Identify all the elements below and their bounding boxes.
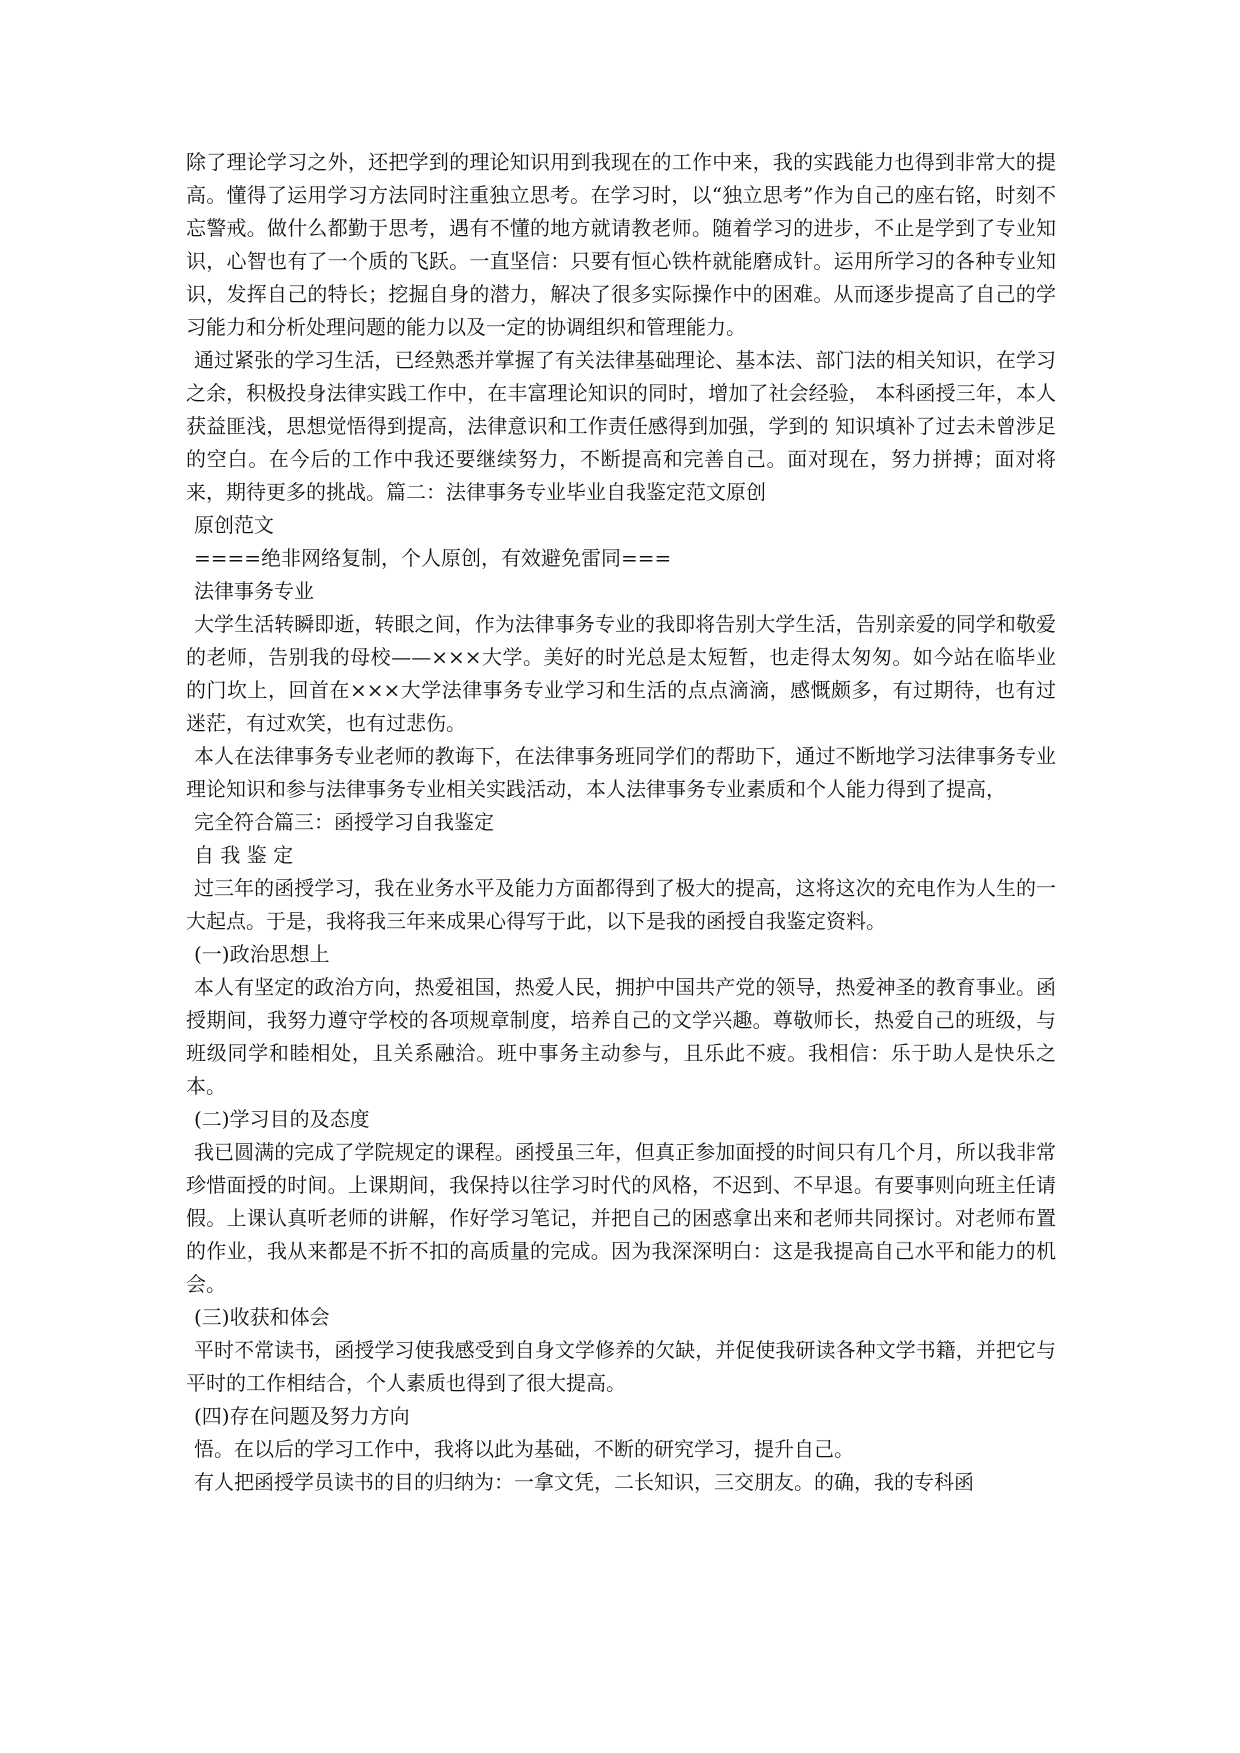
heading-study-attitude: (二)学习目的及态度 — [194, 1107, 370, 1131]
paragraph-college-life: 大学生活转瞬即逝，转眼之间，作为法律事务专业的我即将告别大学生活，告别亲爱的同学和敬爱的老师，告别我的母校——×××大学。美好的时光总是太短暂，也走得太匆匆。如今站在临毕业的门坎上，回首在×××大学法律事务专业学习和生活的点点滴滴，感慨颇多，有过期待，也有过迷茫，有过欢笑，也有过悲伤。 — [186, 612, 1056, 735]
paragraph-professional-growth: 本人在法律事务专业老师的教诲下，在法律事务班同学们的帮助下，通过不断地学习法律事务专业理论知识和参与法律事务专业相关实践活动，本人法律事务专业素质和个人能力得到了提高， — [186, 744, 1056, 801]
paragraph-problems: 悟。在以后的学习工作中，我将以此为基础，不断的研究学习，提升自己。 — [194, 1437, 854, 1461]
heading-self-assessment: 自 我 鉴 定 — [194, 843, 294, 867]
heading-major: 法律事务专业 — [194, 579, 314, 603]
paragraph-law-study: 通过紧张的学习生活，已经熟悉并掌握了有关法律基础理论、基本法、部门法的相关知识，在学习之余，积极投身法律实践工作中，在丰富理论知识的同时，增加了社会经验， 本科函授三年，本人获益匪浅，思想觉悟得到提高，法律意识和工作责任感得到加强，学到的 知识填补了过去未曾涉足的空白。在今后的工作中我还要继续努力，不断提高和完善自己。面对现在，努力拼搏；面对将来，期待更多的挑战。篇二：法律事务专业毕业自我鉴定范文原创 — [186, 348, 1056, 504]
heading-political: (一)政治思想上 — [194, 942, 330, 966]
heading-problems: (四)存在问题及努力方向 — [194, 1404, 410, 1428]
paragraph-political: 本人有坚定的政治方向，热爱祖国，热爱人民，拥护中国共产党的领导，热爱神圣的教育事业。函授期间，我努力遵守学校的各项规章制度，培养自己的文学兴趣。尊敬师长，热爱自己的班级，与班级同学和睦相处，且关系融洽。班中事务主动参与，且乐此不疲。我相信：乐于助人是快乐之本。 — [186, 975, 1056, 1098]
paragraph-purpose: 有人把函授学员读书的目的归纳为：一拿文凭，二长知识，三交朋友。的确，我的专科函 — [194, 1470, 974, 1494]
heading-part-three: 完全符合篇三：函授学习自我鉴定 — [194, 810, 494, 834]
heading-original-sample: 原创范文 — [194, 513, 274, 537]
paragraph-study-attitude: 我已圆满的完成了学院规定的课程。函授虽三年，但真正参加面授的时间只有几个月，所以我非常珍惜面授的时间。上课期间，我保持以往学习时代的风格，不迟到、不早退。有要事则向班主任请假。上课认真听老师的讲解，作好学习笔记，并把自己的困惑拿出来和老师共同探讨。对老师布置的作业，我从来都是不折不扣的高质量的完成。因为我深深明白：这是我提高自己水平和能力的机会。 — [186, 1140, 1056, 1296]
original-notice: ====绝非网络复制，个人原创，有效避免雷同=== — [194, 546, 672, 570]
paragraph-theory-practice: 除了理论学习之外，还把学到的理论知识用到我现在的工作中来，我的实践能力也得到非常大的提高。懂得了运用学习方法同时注重独立思考。在学习时，以“独立思考”作为自己的座右铭，时刻不忘警戒。做什么都勤于思考，遇有不懂的地方就请教老师。随着学习的进步，不止是学到了专业知识，心智也有了一个质的飞跃。一直坚信：只要有恒心铁杵就能磨成针。运用所学习的各种专业知识，发挥自己的特长；挖掘自身的潜力，解决了很多实际操作中的困难。从而逐步提高了自己的学习能力和分析处理问题的能力以及一定的协调组织和管理能力。 — [186, 150, 1056, 339]
heading-gains: (三)收获和体会 — [194, 1305, 330, 1329]
paragraph-gains: 平时不常读书，函授学习使我感受到自身文学修养的欠缺，并促使我研读各种文学书籍，并把它与平时的工作相结合，个人素质也得到了很大提高。 — [186, 1338, 1056, 1395]
document-body — [186, 146, 1056, 1499]
paragraph-three-years: 过三年的函授学习，我在业务水平及能力方面都得到了极大的提高，这将这次的充电作为人生的一大起点。于是，我将我三年来成果心得写于此，以下是我的函授自我鉴定资料。 — [186, 876, 1056, 933]
